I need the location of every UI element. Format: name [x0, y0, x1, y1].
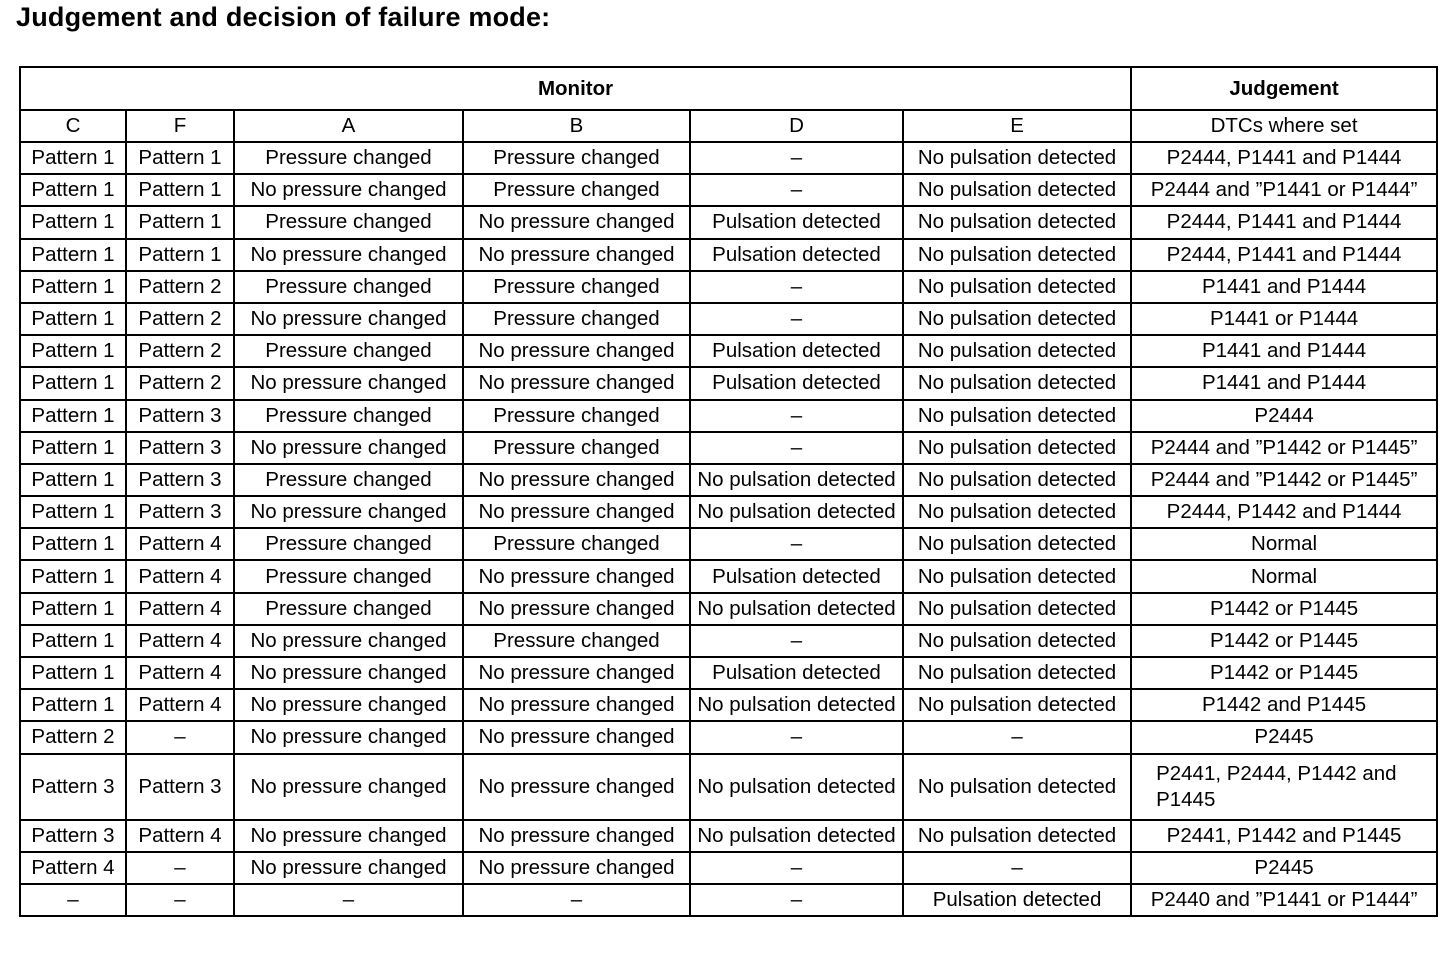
cell-c: Pattern 1 [20, 464, 126, 496]
cell-dtcs: P1441 or P1444 [1131, 303, 1437, 335]
cell-b: Pressure changed [463, 142, 690, 174]
cell-b: No pressure changed [463, 754, 690, 820]
cell-c: Pattern 1 [20, 206, 126, 238]
cell-dtcs: P2444 and ”P1441 or P1444” [1131, 174, 1437, 206]
cell-c: Pattern 1 [20, 657, 126, 689]
cell-f: Pattern 4 [126, 528, 234, 560]
table-row [20, 432, 1437, 464]
cell-a: No pressure changed [234, 625, 463, 657]
table-row [20, 754, 1437, 820]
cell-d: – [690, 852, 903, 884]
cell-e: No pulsation detected [903, 625, 1131, 657]
column-header-dtcs: DTCs where set [1131, 110, 1437, 142]
cell-f: Pattern 4 [126, 560, 234, 592]
cell-f: Pattern 3 [126, 432, 234, 464]
cell-f: Pattern 4 [126, 593, 234, 625]
monitor-header: Monitor [20, 67, 1131, 110]
cell-dtcs: P2441, P2444, P1442 and P1445 [1131, 754, 1437, 820]
cell-d: – [690, 400, 903, 432]
cell-d: Pulsation detected [690, 367, 903, 399]
cell-a: No pressure changed [234, 367, 463, 399]
cell-e: – [903, 721, 1131, 753]
cell-a: No pressure changed [234, 657, 463, 689]
cell-b: Pressure changed [463, 432, 690, 464]
page-title: Judgement and decision of failure mode: [16, 2, 551, 32]
column-header-a: A [234, 110, 463, 142]
cell-e: No pulsation detected [903, 820, 1131, 852]
table-row [20, 884, 1437, 916]
cell-f: Pattern 2 [126, 271, 234, 303]
table-row [20, 367, 1437, 399]
group-header-row [20, 67, 1437, 110]
cell-d: No pulsation detected [690, 464, 903, 496]
cell-e: No pulsation detected [903, 142, 1131, 174]
cell-c: – [20, 884, 126, 916]
cell-f: Pattern 4 [126, 820, 234, 852]
cell-e: Pulsation detected [903, 884, 1131, 916]
cell-e: No pulsation detected [903, 303, 1131, 335]
table-row [20, 303, 1437, 335]
cell-d: – [690, 271, 903, 303]
column-header-row [20, 110, 1437, 142]
cell-e: No pulsation detected [903, 657, 1131, 689]
cell-d: Pulsation detected [690, 335, 903, 367]
cell-b: No pressure changed [463, 560, 690, 592]
cell-f: Pattern 3 [126, 400, 234, 432]
cell-b: No pressure changed [463, 239, 690, 271]
cell-e: No pulsation detected [903, 174, 1131, 206]
cell-e: No pulsation detected [903, 432, 1131, 464]
failure-mode-table [19, 66, 1438, 917]
cell-e: No pulsation detected [903, 335, 1131, 367]
cell-c: Pattern 1 [20, 303, 126, 335]
cell-d: No pulsation detected [690, 754, 903, 820]
cell-dtcs: P2441, P1442 and P1445 [1131, 820, 1437, 852]
cell-b: No pressure changed [463, 367, 690, 399]
cell-dtcs: P2444, P1441 and P1444 [1131, 206, 1437, 238]
cell-a: Pressure changed [234, 593, 463, 625]
cell-a: No pressure changed [234, 303, 463, 335]
cell-e: No pulsation detected [903, 528, 1131, 560]
table-row [20, 271, 1437, 303]
cell-e: No pulsation detected [903, 367, 1131, 399]
column-header-d: D [690, 110, 903, 142]
cell-c: Pattern 1 [20, 174, 126, 206]
cell-a: No pressure changed [234, 721, 463, 753]
table-row [20, 496, 1437, 528]
cell-c: Pattern 1 [20, 593, 126, 625]
cell-d: – [690, 884, 903, 916]
cell-f: Pattern 4 [126, 625, 234, 657]
cell-b: No pressure changed [463, 496, 690, 528]
cell-d: – [690, 625, 903, 657]
cell-a: Pressure changed [234, 528, 463, 560]
cell-b: No pressure changed [463, 335, 690, 367]
cell-c: Pattern 1 [20, 689, 126, 721]
cell-c: Pattern 3 [20, 754, 126, 820]
table-row [20, 689, 1437, 721]
cell-a: Pressure changed [234, 400, 463, 432]
cell-a: Pressure changed [234, 142, 463, 174]
cell-d: Pulsation detected [690, 206, 903, 238]
table-row [20, 625, 1437, 657]
cell-d: – [690, 142, 903, 174]
cell-c: Pattern 1 [20, 432, 126, 464]
cell-a: No pressure changed [234, 239, 463, 271]
table-row [20, 400, 1437, 432]
cell-f: – [126, 852, 234, 884]
cell-d: Pulsation detected [690, 657, 903, 689]
cell-f: Pattern 4 [126, 689, 234, 721]
cell-dtcs: Normal [1131, 528, 1437, 560]
cell-dtcs: P2444 and ”P1442 or P1445” [1131, 464, 1437, 496]
cell-b: No pressure changed [463, 657, 690, 689]
cell-e: No pulsation detected [903, 689, 1131, 721]
table-row [20, 820, 1437, 852]
cell-d: – [690, 303, 903, 335]
cell-f: Pattern 2 [126, 335, 234, 367]
cell-b: – [463, 884, 690, 916]
table-row [20, 335, 1437, 367]
column-header-f: F [126, 110, 234, 142]
judgement-header: Judgement [1131, 67, 1437, 110]
cell-b: No pressure changed [463, 689, 690, 721]
cell-d: Pulsation detected [690, 239, 903, 271]
cell-c: Pattern 2 [20, 721, 126, 753]
cell-e: No pulsation detected [903, 593, 1131, 625]
table-row [20, 206, 1437, 238]
cell-dtcs: P2444, P1441 and P1444 [1131, 142, 1437, 174]
cell-f: Pattern 2 [126, 303, 234, 335]
cell-d: – [690, 528, 903, 560]
cell-dtcs: P1442 or P1445 [1131, 625, 1437, 657]
cell-c: Pattern 1 [20, 142, 126, 174]
cell-a: No pressure changed [234, 689, 463, 721]
cell-e: No pulsation detected [903, 239, 1131, 271]
cell-e: No pulsation detected [903, 400, 1131, 432]
cell-d: – [690, 721, 903, 753]
table-row [20, 464, 1437, 496]
cell-c: Pattern 1 [20, 560, 126, 592]
cell-b: No pressure changed [463, 820, 690, 852]
cell-f: Pattern 4 [126, 657, 234, 689]
cell-e: – [903, 852, 1131, 884]
cell-b: No pressure changed [463, 721, 690, 753]
cell-e: No pulsation detected [903, 206, 1131, 238]
cell-c: Pattern 4 [20, 852, 126, 884]
cell-d: Pulsation detected [690, 560, 903, 592]
cell-c: Pattern 1 [20, 367, 126, 399]
table-row [20, 560, 1437, 592]
cell-a: No pressure changed [234, 754, 463, 820]
cell-a: No pressure changed [234, 432, 463, 464]
cell-c: Pattern 1 [20, 400, 126, 432]
cell-b: No pressure changed [463, 206, 690, 238]
cell-f: Pattern 2 [126, 367, 234, 399]
cell-a: Pressure changed [234, 560, 463, 592]
cell-b: No pressure changed [463, 593, 690, 625]
table-row [20, 657, 1437, 689]
cell-a: No pressure changed [234, 174, 463, 206]
cell-c: Pattern 3 [20, 820, 126, 852]
cell-e: No pulsation detected [903, 754, 1131, 820]
cell-dtcs: P1441 and P1444 [1131, 335, 1437, 367]
table-row [20, 721, 1437, 753]
cell-f: Pattern 3 [126, 754, 234, 820]
cell-c: Pattern 1 [20, 496, 126, 528]
cell-b: Pressure changed [463, 528, 690, 560]
cell-a: Pressure changed [234, 335, 463, 367]
cell-f: Pattern 1 [126, 142, 234, 174]
cell-d: No pulsation detected [690, 496, 903, 528]
cell-f: – [126, 721, 234, 753]
cell-dtcs: Normal [1131, 560, 1437, 592]
table-row [20, 593, 1437, 625]
cell-f: – [126, 884, 234, 916]
cell-dtcs: P2444 [1131, 400, 1437, 432]
cell-e: No pulsation detected [903, 271, 1131, 303]
cell-dtcs: P2444, P1442 and P1444 [1131, 496, 1437, 528]
table-row [20, 239, 1437, 271]
table-row [20, 174, 1437, 206]
cell-d: No pulsation detected [690, 689, 903, 721]
column-header-e: E [903, 110, 1131, 142]
cell-b: Pressure changed [463, 625, 690, 657]
column-header-c: C [20, 110, 126, 142]
cell-c: Pattern 1 [20, 271, 126, 303]
cell-f: Pattern 1 [126, 174, 234, 206]
cell-dtcs: P2444 and ”P1442 or P1445” [1131, 432, 1437, 464]
cell-c: Pattern 1 [20, 335, 126, 367]
cell-dtcs: P1441 and P1444 [1131, 271, 1437, 303]
cell-dtcs: P2444, P1441 and P1444 [1131, 239, 1437, 271]
cell-f: Pattern 1 [126, 206, 234, 238]
cell-d: No pulsation detected [690, 820, 903, 852]
cell-e: No pulsation detected [903, 560, 1131, 592]
table-row [20, 528, 1437, 560]
cell-b: Pressure changed [463, 303, 690, 335]
cell-b: Pressure changed [463, 174, 690, 206]
cell-f: Pattern 3 [126, 496, 234, 528]
cell-b: No pressure changed [463, 852, 690, 884]
cell-a: No pressure changed [234, 496, 463, 528]
cell-f: Pattern 3 [126, 464, 234, 496]
cell-e: No pulsation detected [903, 464, 1131, 496]
cell-c: Pattern 1 [20, 528, 126, 560]
cell-a: No pressure changed [234, 852, 463, 884]
column-header-b: B [463, 110, 690, 142]
cell-a: – [234, 884, 463, 916]
table-row [20, 142, 1437, 174]
cell-d: – [690, 174, 903, 206]
cell-dtcs: P2445 [1131, 852, 1437, 884]
cell-a: Pressure changed [234, 206, 463, 238]
cell-a: Pressure changed [234, 271, 463, 303]
cell-dtcs: P1442 and P1445 [1131, 689, 1437, 721]
cell-dtcs: P2445 [1131, 721, 1437, 753]
cell-e: No pulsation detected [903, 496, 1131, 528]
cell-c: Pattern 1 [20, 625, 126, 657]
cell-d: – [690, 432, 903, 464]
cell-dtcs: P2440 and ”P1441 or P1444” [1131, 884, 1437, 916]
cell-c: Pattern 1 [20, 239, 126, 271]
cell-a: Pressure changed [234, 464, 463, 496]
cell-dtcs: P1442 or P1445 [1131, 657, 1437, 689]
cell-a: No pressure changed [234, 820, 463, 852]
cell-dtcs: P1442 or P1445 [1131, 593, 1437, 625]
cell-b: No pressure changed [463, 464, 690, 496]
table-row [20, 852, 1437, 884]
cell-f: Pattern 1 [126, 239, 234, 271]
cell-dtcs: P1441 and P1444 [1131, 367, 1437, 399]
cell-b: Pressure changed [463, 271, 690, 303]
cell-b: Pressure changed [463, 400, 690, 432]
cell-d: No pulsation detected [690, 593, 903, 625]
